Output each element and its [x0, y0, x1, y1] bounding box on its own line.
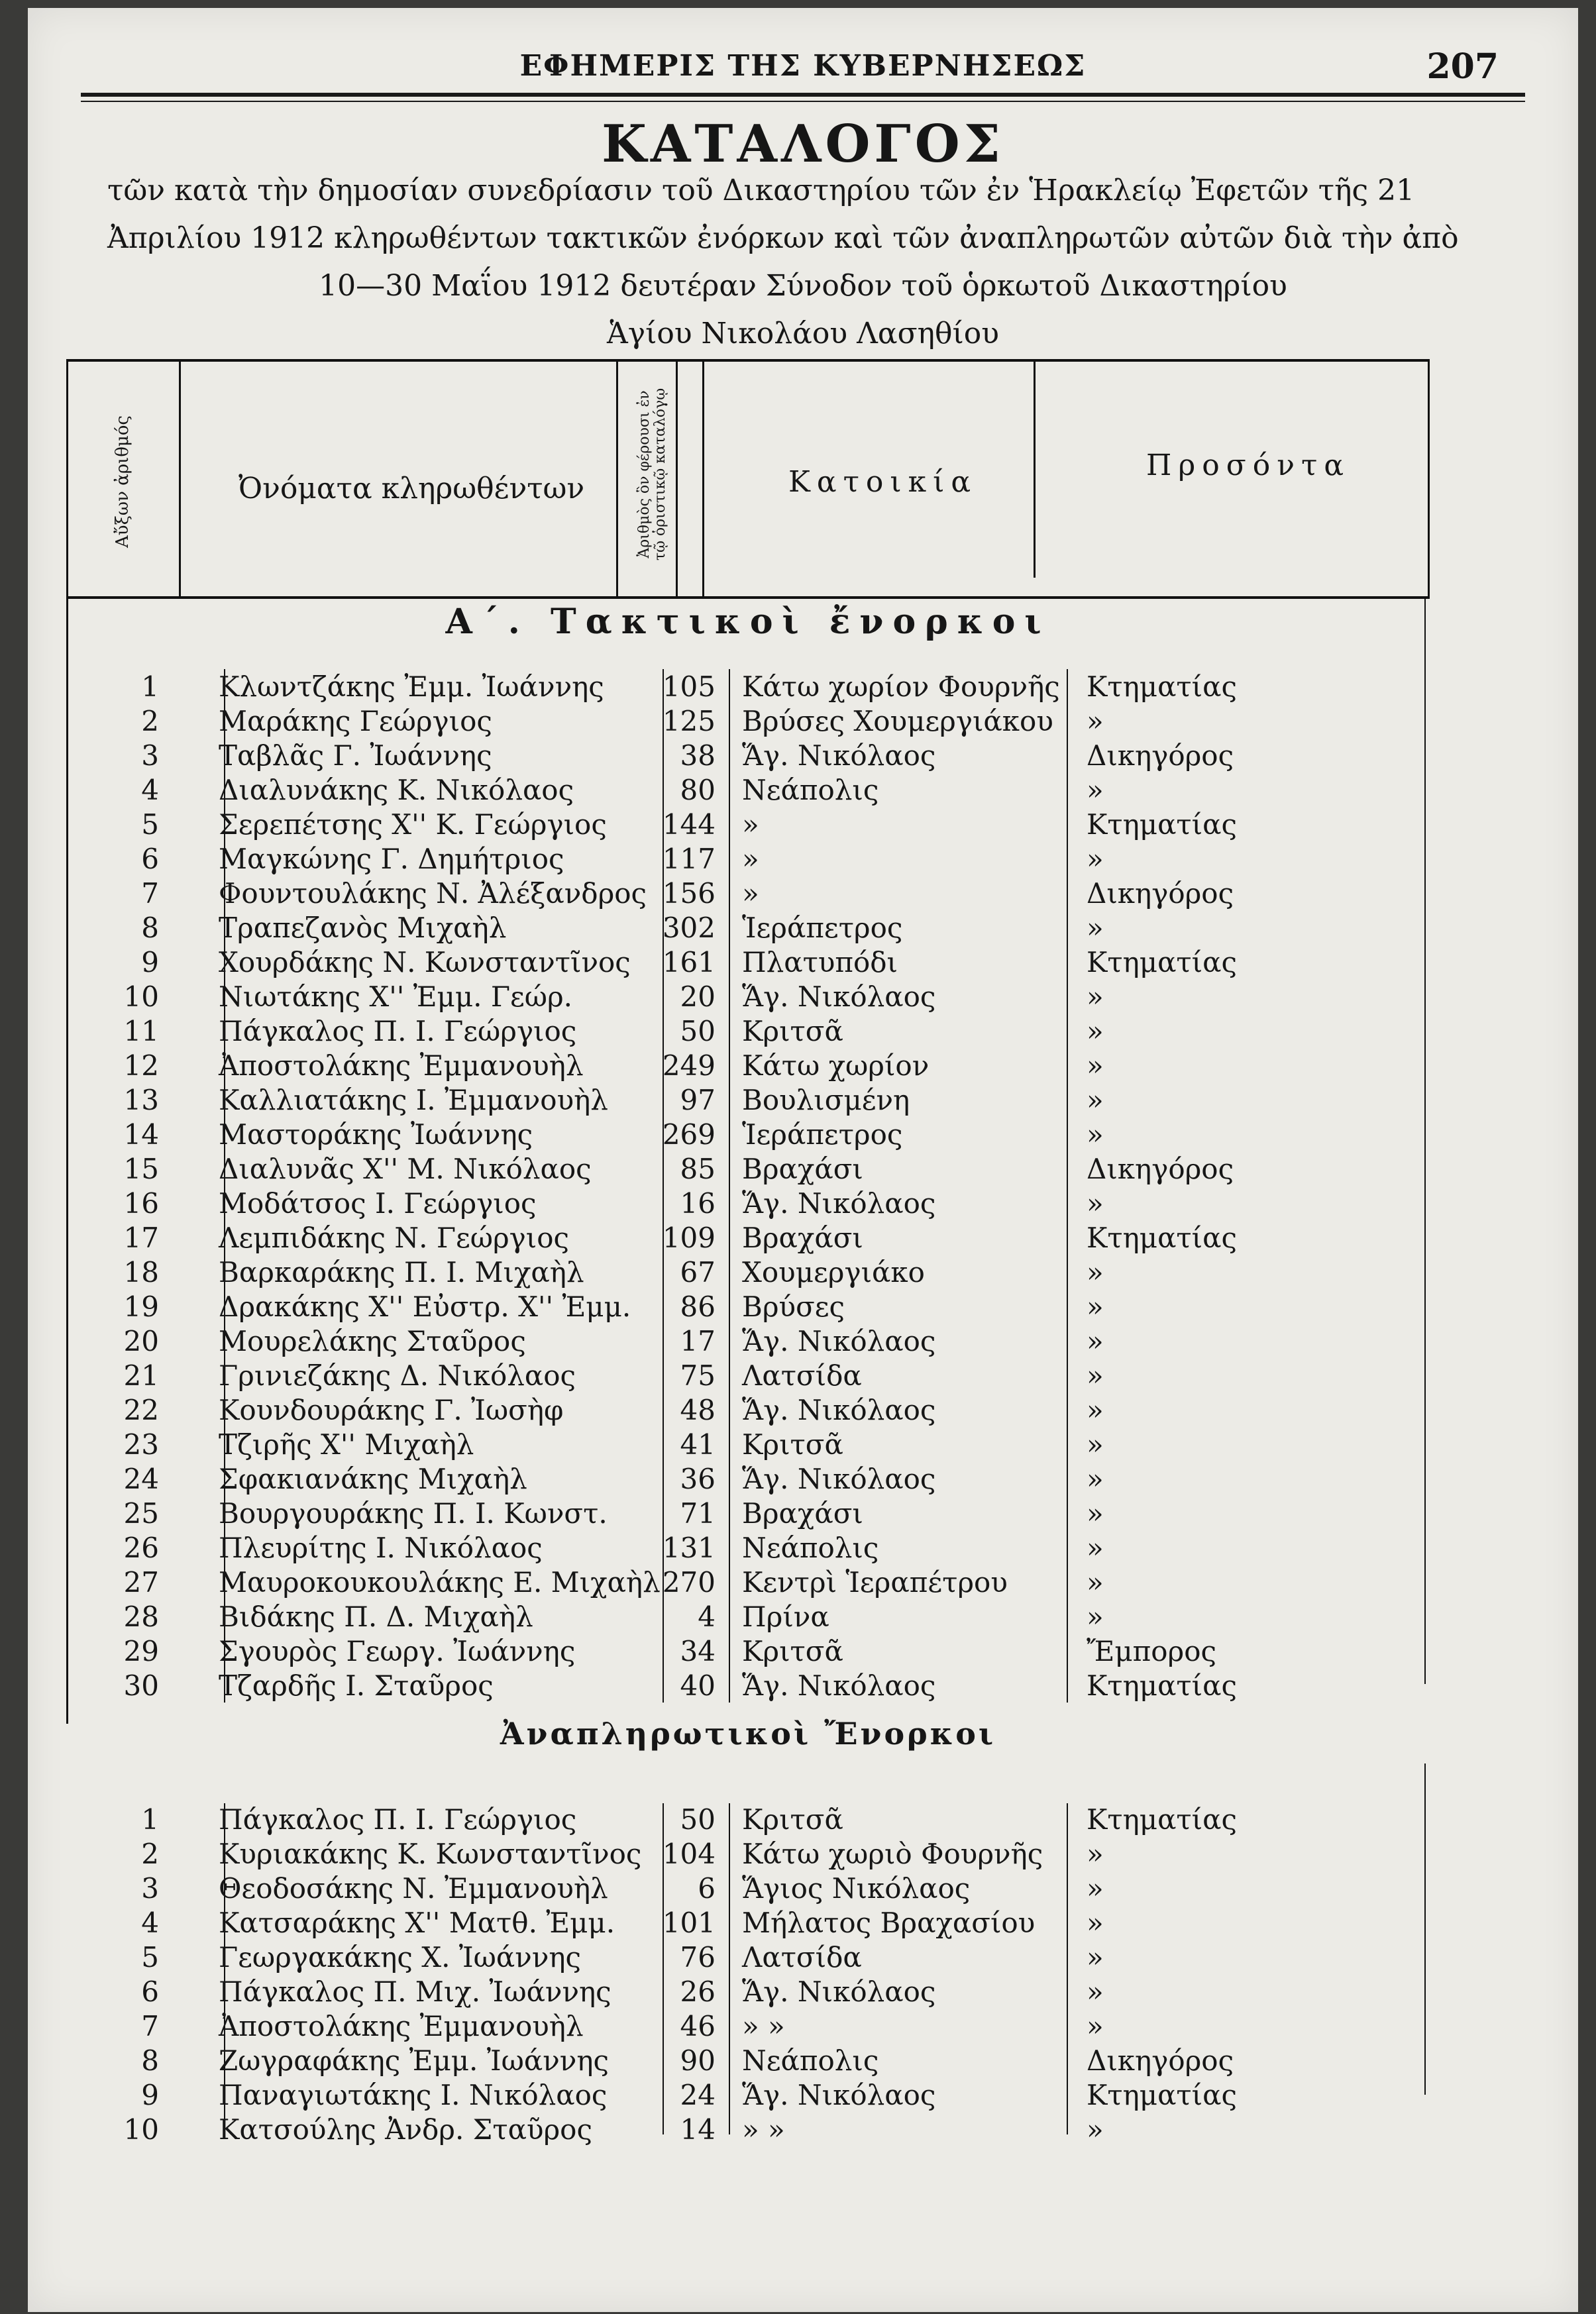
catalog-number-cell: 125 [662, 705, 716, 737]
catalog-number-cell: 36 [680, 1463, 716, 1495]
juror-name-cell: Φουντουλάκης Ν. Ἀλέξανδρος [219, 877, 647, 910]
juror-name-cell: Πάγκαλος Π. Ι. Γεώργιος [219, 1803, 577, 1836]
catalog-number-cell: 41 [680, 1428, 716, 1461]
intro-line-4: Ἁγίου Νικολάου Λασηθίου [607, 317, 999, 350]
catalog-number-cell: 75 [680, 1359, 716, 1392]
serial-number-cell: 4 [141, 774, 159, 806]
catalog-number-cell: 24 [680, 2079, 716, 2111]
table-row [66, 1256, 1430, 1290]
table-row [66, 1975, 1430, 2010]
qualification-cell: » [1087, 2113, 1104, 2146]
residence-cell: Ἅγ. Νικόλαος [742, 1325, 936, 1357]
catalog-number-cell: 67 [680, 1256, 716, 1288]
juror-name-cell: Ἀποστολάκης Ἐμμανουὴλ [219, 1049, 584, 1082]
qualification-cell: » [1087, 1428, 1104, 1461]
juror-name-cell: Τζαρδῆς Ι. Σταῦρος [219, 1669, 494, 1702]
section-regular-jurors: Α΄. Τακτικοὶ ἔνορκοι [445, 602, 1051, 642]
serial-number-cell: 3 [141, 1872, 159, 1905]
header-income: Προσόντα [1146, 448, 1351, 482]
table-row [66, 946, 1430, 980]
table-row [66, 739, 1430, 774]
juror-name-cell: Ζωγραφάκης Ἐμμ. Ἰωάννης [219, 2044, 610, 2077]
residence-cell: Ἅγ. Νικόλαος [742, 1975, 936, 2008]
catalog-number-cell: 16 [680, 1187, 716, 1220]
catalog-number-cell: 117 [662, 843, 716, 875]
catalog-number-cell: 26 [680, 1975, 716, 2008]
serial-number-cell: 9 [141, 946, 159, 978]
residence-cell: Ἅγ. Νικόλαος [742, 2079, 936, 2111]
header-catalog-number: Ἀριθμὸς ὃν φέρουσι ἐν τῷ ὁριστικῷ καταλόγῳ [636, 388, 668, 561]
residence-cell: Ἅγ. Νικόλαος [742, 739, 936, 772]
catalog-number-cell: 80 [680, 774, 716, 806]
table-row [66, 705, 1430, 739]
col-rule-serial [179, 359, 181, 598]
table-row [66, 1463, 1430, 1497]
residence-cell: » » [742, 2010, 785, 2042]
qualification-cell: » [1087, 1118, 1104, 1151]
qualification-cell: » [1087, 843, 1104, 875]
table-row [66, 1049, 1430, 1084]
juror-name-cell: Κουνδουράκης Γ. Ἰωσὴφ [219, 1394, 564, 1426]
header-serial-number: Αὔξων ἀριθμός [113, 415, 133, 548]
table-header-rule [66, 596, 1430, 599]
serial-number-cell: 14 [123, 1118, 159, 1151]
col-rule-right [1428, 359, 1430, 598]
serial-number-cell: 1 [141, 1803, 159, 1836]
qualification-cell: Κτηματίας [1087, 808, 1238, 841]
juror-name-cell: Σερεπέτσης Χ'' Κ. Γεώργιος [219, 808, 607, 841]
catalog-number-cell: 109 [662, 1222, 716, 1254]
juror-name-cell: Σγουρὸς Γεωργ. Ἰωάννης [219, 1635, 576, 1667]
qualification-cell: » [1087, 774, 1104, 806]
serial-number-cell: 5 [141, 808, 159, 841]
catalog-number-cell: 161 [662, 946, 716, 978]
serial-number-cell: 22 [123, 1394, 159, 1426]
catalog-number-cell: 101 [662, 1907, 716, 1939]
gazette-header-title: ΕΦΗΜΕΡΙΣ ΤΗΣ ΚΥΒΕΡΝΗΣΕΩΣ [519, 49, 1087, 83]
residence-cell: Χουμεργιάκο [742, 1256, 925, 1288]
qualification-cell: Κτηματίας [1087, 2079, 1238, 2111]
table-row [66, 1222, 1430, 1256]
catalog-number-cell: 90 [680, 2044, 716, 2077]
serial-number-cell: 5 [141, 1941, 159, 1973]
table-row [66, 1601, 1430, 1635]
header-residence: Κατοικία [788, 465, 978, 499]
col-rule-catalog [676, 359, 678, 598]
table-row [66, 1394, 1430, 1428]
catalog-number-cell: 17 [680, 1325, 716, 1357]
residence-cell: » [742, 843, 759, 875]
qualification-cell: Κτηματίας [1087, 946, 1238, 978]
catalog-number-cell: 6 [698, 1872, 716, 1905]
juror-name-cell: Παναγιωτάκης Ι. Νικόλαος [219, 2079, 608, 2111]
qualification-cell: » [1087, 1532, 1104, 1564]
residence-cell: » [742, 877, 759, 910]
serial-number-cell: 9 [141, 2079, 159, 2111]
residence-cell: Πλατυπόδι [742, 946, 898, 978]
residence-cell: Ἅγ. Νικόλαος [742, 980, 936, 1013]
qualification-cell: » [1087, 1872, 1104, 1905]
table-row [66, 1532, 1430, 1566]
serial-number-cell: 8 [141, 912, 159, 944]
catalog-number-cell: 144 [662, 808, 716, 841]
qualification-cell: » [1087, 1084, 1104, 1116]
qualification-cell: » [1087, 1941, 1104, 1973]
qualification-cell: » [1087, 1497, 1104, 1530]
residence-cell: Νεάπολις [742, 2044, 879, 2077]
intro-line-1: τῶν κατὰ τὴν δημοσίαν συνεδρίασιν τοῦ Δικαστηρίου τῶν ἐν Ἡρακλείῳ Ἐφετῶν τῆς 21 [107, 174, 1415, 207]
residence-cell: Νεάπολις [742, 1532, 879, 1564]
catalog-number-cell: 249 [662, 1049, 716, 1082]
header-rule-thin [81, 101, 1525, 102]
residence-cell: Ἱεράπετρος [742, 1118, 903, 1151]
table-row [66, 1153, 1430, 1187]
qualification-cell: » [1087, 1975, 1104, 2008]
intro-paragraph [107, 167, 1499, 358]
juror-name-cell: Θεοδοσάκης Ν. Ἐμμανουὴλ [219, 1872, 608, 1905]
table-row [66, 1118, 1430, 1153]
residence-cell: Ἅγιος Νικόλαος [742, 1872, 971, 1905]
qualification-cell: Κτηματίας [1087, 1222, 1238, 1254]
residence-cell: Κεντρὶ Ἱεραπέτρου [742, 1566, 1008, 1599]
juror-name-cell: Κλωντζάκης Ἐμμ. Ἰωάννης [219, 670, 604, 703]
residence-cell: Ἅγ. Νικόλαος [742, 1394, 936, 1426]
serial-number-cell: 25 [123, 1497, 159, 1530]
qualification-cell: Δικηγόρος [1087, 877, 1234, 910]
qualification-cell: » [1087, 1256, 1104, 1288]
table-row [66, 1803, 1430, 1838]
table-row [66, 808, 1430, 843]
table-row [66, 1084, 1430, 1118]
juror-name-cell: Κυριακάκης Κ. Κωνσταντῖνος [219, 1838, 642, 1870]
table-row [66, 1838, 1430, 1872]
juror-name-cell: Λεμπιδάκης Ν. Γεώργιος [219, 1222, 570, 1254]
juror-name-cell: Δρακάκης Χ'' Εὐστρ. Χ'' Ἐμμ. [219, 1290, 631, 1323]
residence-cell: Βρύσες [742, 1290, 845, 1323]
catalog-number-cell: 86 [680, 1290, 716, 1323]
catalog-number-cell: 14 [680, 2113, 716, 2146]
serial-number-cell: 3 [141, 739, 159, 772]
qualification-cell: » [1087, 1394, 1104, 1426]
qualification-cell: Ἔμπορος [1087, 1635, 1217, 1667]
table-row [66, 1428, 1430, 1463]
catalog-number-cell: 40 [680, 1669, 716, 1702]
qualification-cell: » [1087, 1566, 1104, 1599]
serial-number-cell: 12 [123, 1049, 159, 1082]
serial-number-cell: 8 [141, 2044, 159, 2077]
juror-name-cell: Σφακιανάκης Μιχαὴλ [219, 1463, 527, 1495]
juror-name-cell: Μαστοράκης Ἰωάννης [219, 1118, 533, 1151]
serial-number-cell: 27 [123, 1566, 159, 1599]
catalog-number-cell: 156 [662, 877, 716, 910]
residence-cell: Κριτσᾶ [742, 1015, 843, 1047]
juror-name-cell: Κατσαράκης Χ'' Ματθ. Ἐμμ. [219, 1907, 615, 1939]
qualification-cell: » [1087, 1187, 1104, 1220]
table-row [66, 1325, 1430, 1359]
juror-name-cell: Πλευρίτης Ι. Νικόλαος [219, 1532, 543, 1564]
serial-number-cell: 2 [141, 705, 159, 737]
serial-number-cell: 7 [141, 877, 159, 910]
table-row [66, 1669, 1430, 1704]
serial-number-cell: 11 [123, 1015, 159, 1047]
juror-name-cell: Τζιρῆς Χ'' Μιχαὴλ [219, 1428, 474, 1461]
residence-cell: » » [742, 2113, 785, 2146]
serial-number-cell: 23 [123, 1428, 159, 1461]
residence-cell: » [742, 808, 759, 841]
qualification-cell: » [1087, 1290, 1104, 1323]
juror-name-cell: Μαράκης Γεώργιος [219, 705, 492, 737]
catalog-number-cell: 34 [680, 1635, 716, 1667]
qualification-cell: » [1087, 980, 1104, 1013]
header-names: Ὀνόματα κληρωθέντων [239, 472, 585, 505]
juror-name-cell: Τραπεζανὸς Μιχαὴλ [219, 912, 507, 944]
residence-cell: Ἱεράπετρος [742, 912, 903, 944]
serial-number-cell: 13 [123, 1084, 159, 1116]
catalog-number-cell: 20 [680, 980, 716, 1013]
residence-cell: Κριτσᾶ [742, 1635, 843, 1667]
juror-name-cell: Πάγκαλος Π. Ι. Γεώργιος [219, 1015, 577, 1047]
qualification-cell: » [1087, 1015, 1104, 1047]
table-row [66, 1290, 1430, 1325]
table-row [66, 1015, 1430, 1049]
serial-number-cell: 30 [123, 1669, 159, 1702]
catalog-number-cell: 104 [662, 1838, 716, 1870]
serial-number-cell: 15 [123, 1153, 159, 1185]
serial-number-cell: 2 [141, 1838, 159, 1870]
qualification-cell: » [1087, 1049, 1104, 1082]
catalog-number-cell: 38 [680, 739, 716, 772]
table-row [66, 1359, 1430, 1394]
header-rule [81, 93, 1525, 97]
section-alternate-jurors: Ἀναπληρωτικοὶ Ἔνορκοι [500, 1716, 996, 1752]
juror-name-cell: Μοδάτσος Ι. Γεώργιος [219, 1187, 537, 1220]
catalog-number-cell: 50 [680, 1803, 716, 1836]
table-row [66, 877, 1430, 912]
residence-cell: Νεάπολις [742, 774, 879, 806]
qualification-cell: » [1087, 2010, 1104, 2042]
residence-cell: Λατσίδα [742, 1941, 862, 1973]
catalog-number-cell: 270 [662, 1566, 716, 1599]
juror-name-cell: Καλλιατάκης Ι. Ἐμμανουὴλ [219, 1084, 608, 1116]
table-row [66, 980, 1430, 1015]
document-title: ΚΑΤΑΛΟΓΟΣ [602, 114, 1004, 174]
juror-name-cell: Γρινιεζάκης Δ. Νικόλαος [219, 1359, 576, 1392]
residence-cell: Κάτω χωρίον [742, 1049, 930, 1082]
catalog-number-cell: 71 [680, 1497, 716, 1530]
qualification-cell: » [1087, 1601, 1104, 1633]
juror-name-cell: Ταβλᾶς Γ. Ἰωάννης [219, 739, 492, 772]
residence-cell: Κάτω χωρίον Φουρνῆς [742, 670, 1060, 703]
table-row [66, 843, 1430, 877]
residence-cell: Ἅγ. Νικόλαος [742, 1669, 936, 1702]
residence-cell: Πρίνα [742, 1601, 829, 1633]
table-row [66, 2079, 1430, 2113]
catalog-number-cell: 50 [680, 1015, 716, 1047]
table-row [66, 912, 1430, 946]
residence-cell: Βρύσες Χουμεργιάκου [742, 705, 1053, 737]
catalog-number-cell: 105 [662, 670, 716, 703]
table-row [66, 2113, 1430, 2148]
table-row [66, 1566, 1430, 1601]
residence-cell: Λατσίδα [742, 1359, 862, 1392]
juror-name-cell: Διαλυνάκης Κ. Νικόλαος [219, 774, 574, 806]
serial-number-cell: 7 [141, 2010, 159, 2042]
catalog-number-cell: 46 [680, 2010, 716, 2042]
qualification-cell: Κτηματίας [1087, 1803, 1238, 1836]
residence-cell: Βραχάσι [742, 1153, 863, 1185]
qualification-cell: » [1087, 912, 1104, 944]
qualification-cell: Κτηματίας [1087, 670, 1238, 703]
table-row [66, 1497, 1430, 1532]
juror-name-cell: Κατσούλης Ἀνδρ. Σταῦρος [219, 2113, 592, 2146]
catalog-number-cell: 131 [662, 1532, 716, 1564]
page-number: 207 [1426, 46, 1499, 87]
table-row [66, 1941, 1430, 1975]
residence-cell: Βραχάσι [742, 1497, 863, 1530]
qualification-cell: Κτηματίας [1087, 1669, 1238, 1702]
table-row [66, 2010, 1430, 2044]
juror-name-cell: Χουρδάκης Ν. Κωνσταντῖνος [219, 946, 631, 978]
table-row [66, 1907, 1430, 1941]
qualification-cell: Δικηγόρος [1087, 1153, 1234, 1185]
juror-name-cell: Μαυροκουκουλάκης Ε. Μιχαὴλ [219, 1566, 661, 1599]
serial-number-cell: 24 [123, 1463, 159, 1495]
juror-name-cell: Μουρελάκης Σταῦρος [219, 1325, 526, 1357]
serial-number-cell: 18 [123, 1256, 159, 1288]
juror-name-cell: Νιωτάκης Χ'' Ἐμμ. Γεώρ. [219, 980, 573, 1013]
col-rule-name [616, 359, 618, 598]
residence-cell: Ἅγ. Νικόλαος [742, 1187, 936, 1220]
serial-number-cell: 6 [141, 843, 159, 875]
table-row [66, 1187, 1430, 1222]
serial-number-cell: 10 [123, 2113, 159, 2146]
col-rule-catalog-2 [702, 359, 704, 598]
gazette-page [28, 8, 1578, 2312]
juror-name-cell: Διαλυνᾶς Χ'' Μ. Νικόλαος [219, 1153, 592, 1185]
qualification-cell: » [1087, 1325, 1104, 1357]
qualification-cell: Δικηγόρος [1087, 2044, 1234, 2077]
qualification-cell: » [1087, 1359, 1104, 1392]
juror-table [66, 359, 1430, 2181]
juror-name-cell: Ἀποστολάκης Ἐμμανουὴλ [219, 2010, 584, 2042]
residence-cell: Βουλισμένη [742, 1084, 910, 1116]
residence-cell: Βραχάσι [742, 1222, 863, 1254]
catalog-number-cell: 302 [662, 912, 716, 944]
residence-cell: Ἅγ. Νικόλαος [742, 1463, 936, 1495]
qualification-cell: » [1087, 1907, 1104, 1939]
qualification-cell: » [1087, 705, 1104, 737]
serial-number-cell: 21 [123, 1359, 159, 1392]
serial-number-cell: 17 [123, 1222, 159, 1254]
catalog-number-cell: 48 [680, 1394, 716, 1426]
serial-number-cell: 28 [123, 1601, 159, 1633]
catalog-number-cell: 97 [680, 1084, 716, 1116]
intro-line-3: 10—30 Μαΐου 1912 δευτέραν Σύνοδον τοῦ ὁρκωτοῦ Δικαστηρίου [319, 269, 1287, 303]
qualification-cell: » [1087, 1838, 1104, 1870]
serial-number-cell: 10 [123, 980, 159, 1013]
residence-cell: Μήλατος Βραχασίου [742, 1907, 1036, 1939]
serial-number-cell: 6 [141, 1975, 159, 2008]
qualification-cell: Δικηγόρος [1087, 739, 1234, 772]
intro-line-2: Ἀπριλίου 1912 κληρωθέντων τακτικῶν ἐνόρκων καὶ τῶν ἀναπληρωτῶν αὐτῶν διὰ τὴν ἀπὸ [107, 221, 1459, 255]
catalog-number-cell: 76 [680, 1941, 716, 1973]
qualification-cell: » [1087, 1463, 1104, 1495]
juror-name-cell: Γεωργακάκης Χ. Ἰωάννης [219, 1941, 582, 1973]
juror-name-cell: Βουργουράκης Π. Ι. Κωνστ. [219, 1497, 608, 1530]
catalog-number-cell: 269 [662, 1118, 716, 1151]
table-top-rule [66, 359, 1430, 362]
serial-number-cell: 16 [123, 1187, 159, 1220]
table-row [66, 774, 1430, 808]
residence-cell: Κριτσᾶ [742, 1803, 843, 1836]
table-row [66, 2044, 1430, 2079]
juror-name-cell: Βαρκαράκης Π. Ι. Μιχαὴλ [219, 1256, 584, 1288]
serial-number-cell: 19 [123, 1290, 159, 1323]
serial-number-cell: 29 [123, 1635, 159, 1667]
residence-cell: Κριτσᾶ [742, 1428, 843, 1461]
serial-number-cell: 1 [141, 670, 159, 703]
juror-name-cell: Βιδάκης Π. Δ. Μιχαὴλ [219, 1601, 533, 1633]
serial-number-cell: 4 [141, 1907, 159, 1939]
table-row [66, 1872, 1430, 1907]
juror-name-cell: Πάγκαλος Π. Μιχ. Ἰωάννης [219, 1975, 612, 2008]
serial-number-cell: 26 [123, 1532, 159, 1564]
juror-name-cell: Μαγκώνης Γ. Δημήτριος [219, 843, 564, 875]
residence-cell: Κάτω χωριὸ Φουρνῆς [742, 1838, 1043, 1870]
table-row [66, 670, 1430, 705]
serial-number-cell: 20 [123, 1325, 159, 1357]
col-rule-residence [1034, 359, 1036, 578]
catalog-number-cell: 85 [680, 1153, 716, 1185]
table-row [66, 1635, 1430, 1669]
catalog-number-cell: 4 [698, 1601, 716, 1633]
